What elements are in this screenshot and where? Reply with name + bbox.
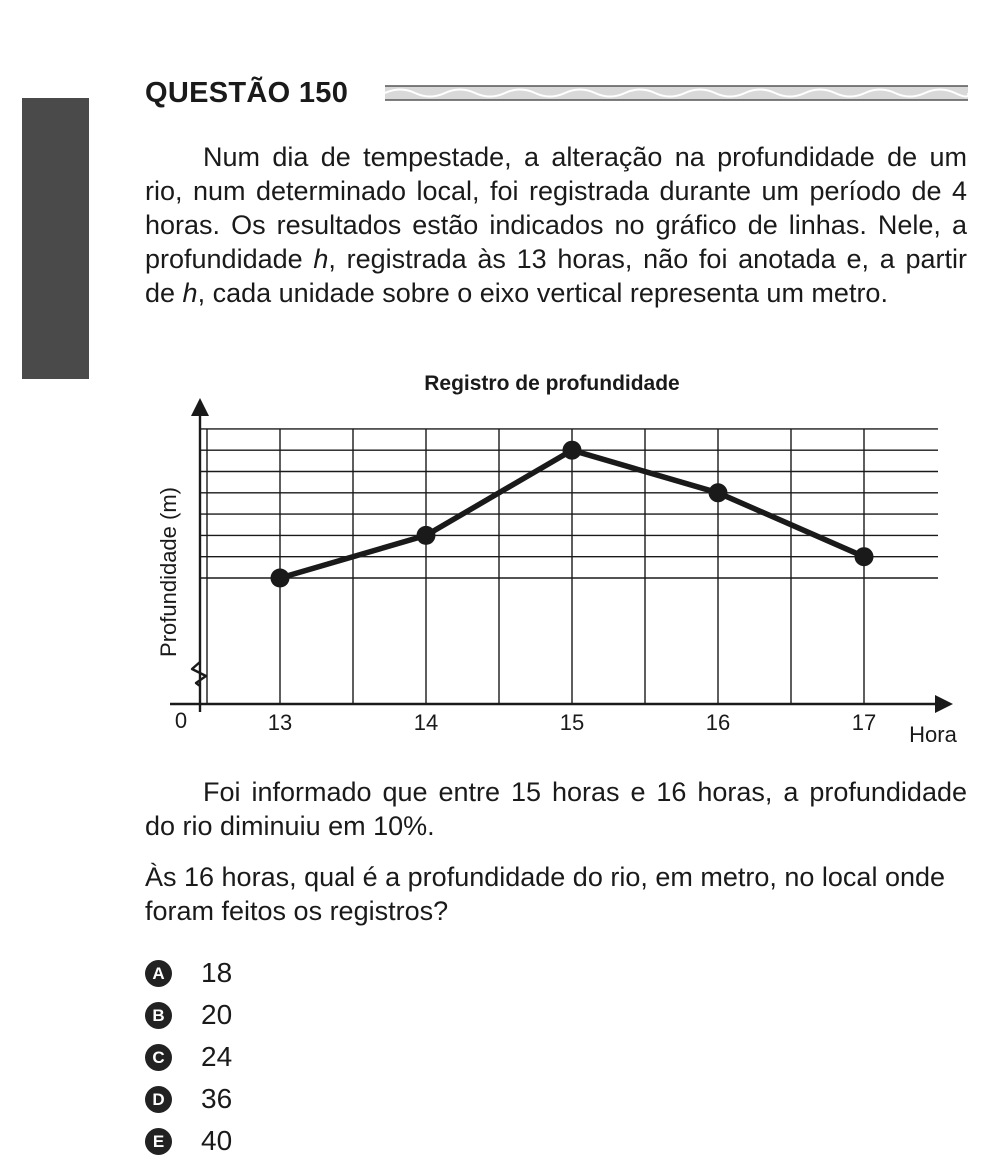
option-a[interactable] [145, 952, 232, 994]
data-point [709, 483, 728, 502]
option-d[interactable] [145, 1078, 232, 1120]
side-tab [22, 98, 89, 379]
x-tick-label: 14 [413, 710, 439, 735]
x-tick-label: 17 [851, 710, 877, 735]
option-b-letter: B [145, 1002, 172, 1029]
x-axis-label: Hora [909, 722, 957, 747]
data-point [417, 526, 436, 545]
info-paragraph: Foi informado que entre 15 horas e 16 horas, a profundidade do rio diminuiu em 10%. [145, 777, 967, 841]
chart-title: Registro de profundidade [424, 372, 680, 395]
option-e-letter: E [145, 1128, 172, 1155]
answer-options [145, 952, 232, 1162]
y-axis-label: Profundidade (m) [156, 487, 181, 657]
intro-paragraph: Num dia de tempestade, a alteração na profundidade de um rio, num determinado local, foi registrada durante um período de 4 horas. Os resultados estão indicados no gráfico de linhas. Nele, a profundidade h, registrada às 13 horas, não foi anotada e, a partir de h, cada unidade sobre o eixo vertical representa um metro. [145, 142, 967, 308]
data-point [855, 547, 874, 566]
y-axis-arrow [191, 398, 209, 416]
question-title: QUESTÃO 150 [145, 77, 349, 109]
option-c[interactable] [145, 1036, 232, 1078]
option-a-value: 18 [201, 957, 233, 988]
x-tick-label: 13 [267, 710, 293, 735]
depth-chart [145, 362, 975, 762]
x-axis-arrow [935, 695, 953, 713]
question-header [145, 74, 967, 112]
option-b-value: 20 [201, 999, 233, 1030]
option-c-value: 24 [201, 1041, 233, 1072]
origin-label: 0 [174, 708, 188, 733]
option-a-letter: A [145, 960, 172, 987]
option-e-value: 40 [201, 1125, 233, 1156]
data-point [271, 569, 290, 588]
option-b[interactable] [145, 994, 232, 1036]
option-e[interactable] [145, 1120, 232, 1162]
option-d-letter: D [145, 1086, 172, 1113]
chart-canvas [145, 362, 975, 762]
x-tick-label: 15 [559, 710, 585, 735]
header-rule [385, 82, 968, 104]
option-d-value: 36 [201, 1083, 233, 1114]
data-point [563, 441, 582, 460]
option-c-letter: C [145, 1044, 172, 1071]
question-prompt: Às 16 horas, qual é a profundidade do rio, em metro, no local onde foram feitos os registros? [145, 862, 946, 926]
x-tick-label: 16 [705, 710, 731, 735]
